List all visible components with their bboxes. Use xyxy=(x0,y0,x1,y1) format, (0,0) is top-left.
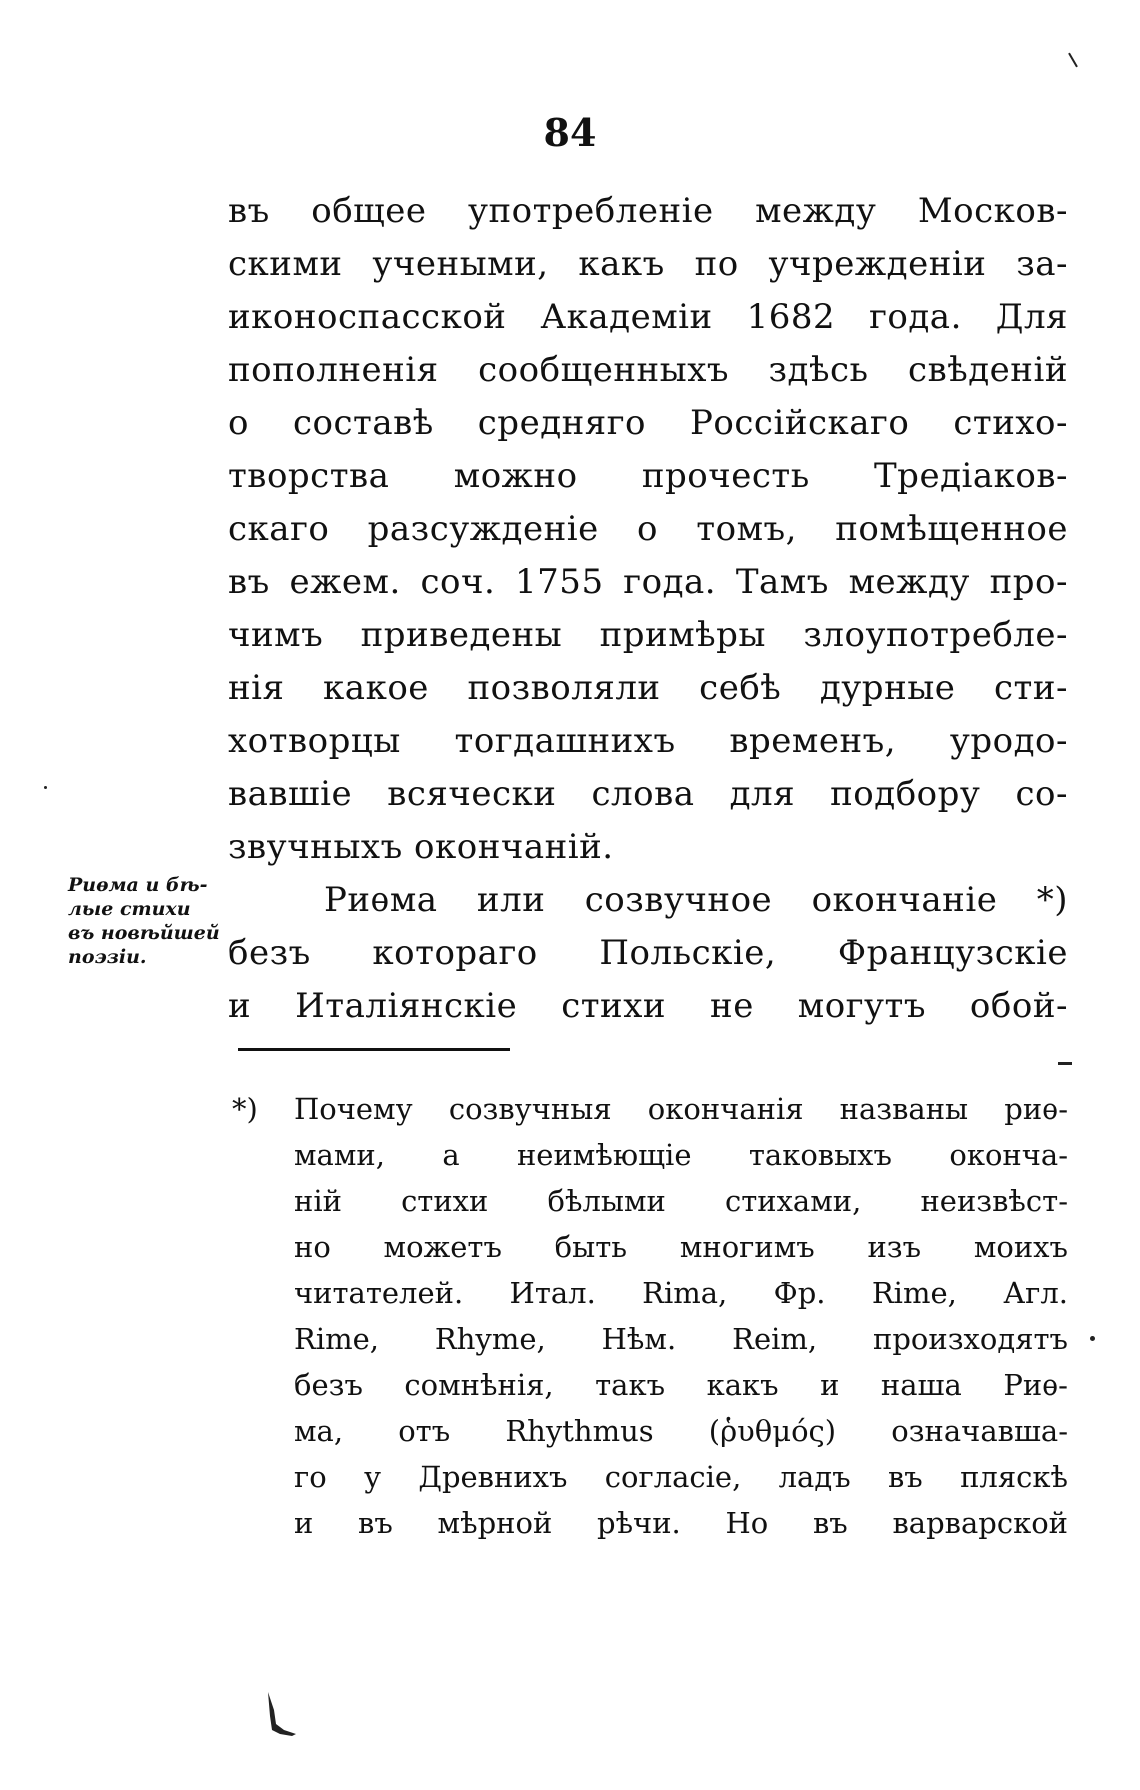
main-line: хотворцы тогдашнихъ временъ, уродо- xyxy=(228,721,1068,761)
footnote-line: безъ сомнѣнія, такъ какъ и наша Риѳ- xyxy=(294,1368,1068,1402)
main-line: чимъ приведены примѣры злоупотребле- xyxy=(228,615,1068,655)
margin-note-line: Риѳма и бѣ- xyxy=(68,874,208,896)
footnote-divider xyxy=(238,1048,510,1051)
scan-speck xyxy=(1058,1062,1072,1065)
main-line: пополненія сообщенныхъ здѣсь свѣденій xyxy=(228,350,1068,390)
main-line: вавшіе всячески слова для подбору со- xyxy=(228,774,1068,814)
main-line: безъ котораго Польскіе, Французскіе xyxy=(228,933,1068,973)
main-line: въ общее употребленіе между Москов- xyxy=(228,191,1068,231)
page-number: 84 xyxy=(543,110,597,155)
margin-note-line: поэзіи. xyxy=(68,946,147,968)
main-line: творства можно прочесть Тредіаков- xyxy=(228,456,1068,496)
main-text xyxy=(228,185,1068,1033)
footnote-line: ма, отъ Rhythmus (ῥυθμός) означавша- xyxy=(294,1414,1068,1448)
margin-note-line: лые стихи xyxy=(68,898,191,920)
footnote-line: ній стихи бѣлыми стихами, неизвѣст- xyxy=(294,1184,1068,1218)
main-line: нія какое позволяли себѣ дурные сти- xyxy=(228,668,1068,708)
scan-speck xyxy=(44,786,47,789)
main-line: и Италіянскіе стихи не могутъ обой- xyxy=(228,986,1068,1026)
footnote-line: но можетъ быть многимъ изъ моихъ xyxy=(294,1230,1068,1264)
main-line: Риѳма или созвучное окончаніе *) xyxy=(324,880,1068,920)
main-line: о составѣ средняго Россійскаго стихо- xyxy=(228,403,1068,443)
footnote-line: и въ мѣрной рѣчи. Но въ варварской xyxy=(294,1506,1068,1540)
footnote-line: *) Почему созвучныя окончанія названы риѳ- xyxy=(232,1092,1068,1126)
main-line: иконоспасской Академіи 1682 года. Для xyxy=(228,297,1068,337)
scan-speck xyxy=(1090,1336,1095,1341)
footnote xyxy=(232,1086,1068,1546)
footnote-line: читателей. Итал. Rima, Фр. Rime, Агл. xyxy=(294,1276,1068,1310)
ink-blot-mark xyxy=(262,1690,302,1738)
main-line: скими учеными, какъ по учрежденіи за- xyxy=(228,244,1068,284)
main-line: въ ежем. соч. 1755 года. Тамъ между про- xyxy=(228,562,1068,602)
scan-speck xyxy=(1068,53,1078,68)
margin-note xyxy=(68,873,228,969)
footnote-line: го у Древнихъ согласіе, ладъ въ пляскѣ xyxy=(294,1460,1068,1494)
footnote-line: Rime, Rhyme, Нѣм. Reim, произходятъ xyxy=(294,1322,1068,1356)
margin-note-line: въ новѣйшей xyxy=(68,922,220,944)
footnote-line: мами, а неимѣющіе таковыхъ оконча- xyxy=(294,1138,1068,1172)
main-line: звучныхъ окончаній. xyxy=(228,827,614,867)
main-line: скаго разсужденіе о томъ, помѣщенное xyxy=(228,509,1068,549)
